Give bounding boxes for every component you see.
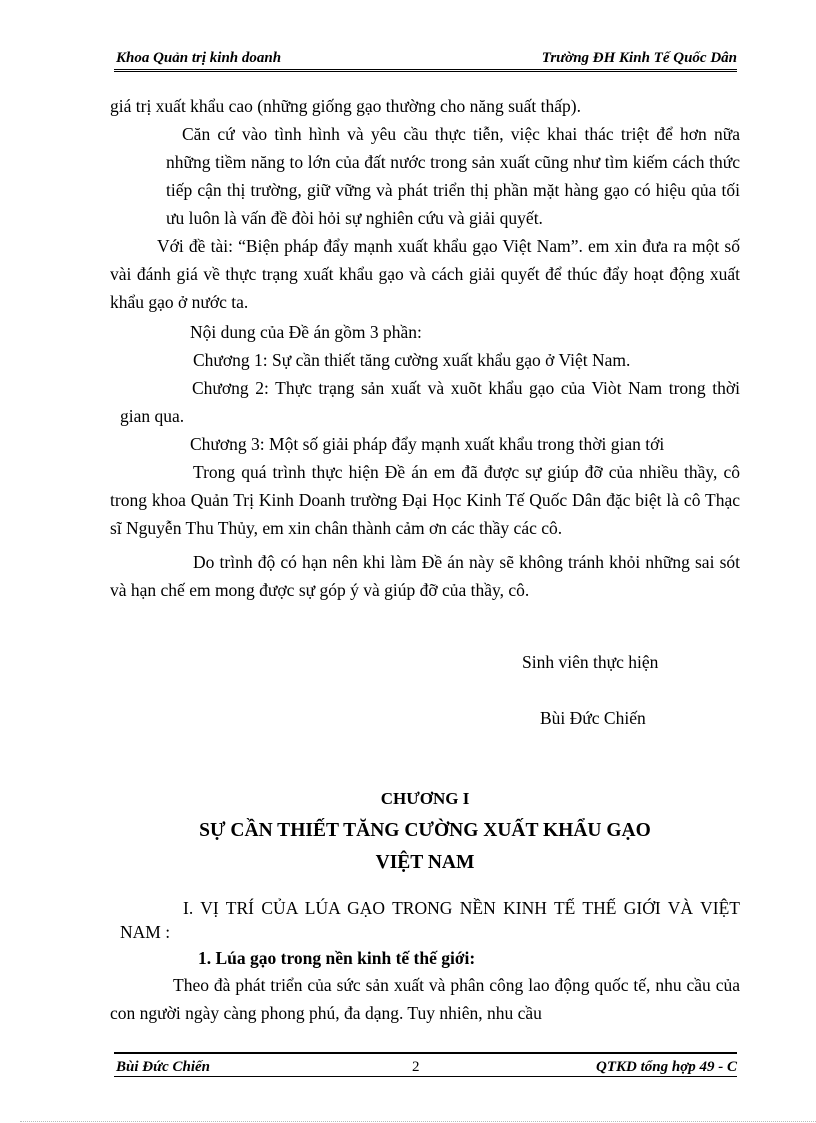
intro-body: [110, 92, 740, 604]
page-footer: [114, 1052, 737, 1078]
header-faculty: Khoa Quản trị kinh doanh: [116, 50, 282, 66]
footer-class: QTKD tổng hợp 49 - C: [596, 1059, 737, 1075]
chapter-heading: [110, 788, 740, 879]
page-number: 2: [412, 1059, 420, 1075]
subsection-title: 1. Lúa gạo trong nền kinh tế thế giới:: [198, 948, 476, 968]
paragraph-continuation: giá trị xuất khẩu cao (những giống gạo thường cho năng suất thấp).: [110, 96, 581, 116]
paragraph-apology: Do trình độ có hạn nên khi làm Đề án này sẽ không tránh khỏi những sai sót và hạn chế em mong được sự góp ý và giúp đỡ của thầy, cô.: [110, 552, 740, 600]
chapter-title-line1: SỰ CẦN THIẾT TĂNG CƯỜNG XUẤT KHẨU GẠO: [199, 820, 651, 841]
chapter-list-item-2: Chương 2: Thực trạng sản xuất và xuõt khẩu gạo của Viòt Nam trong thời gian qua.: [120, 378, 740, 426]
chapter-label: CHƯƠNG I: [380, 789, 470, 808]
signature-role: Sinh viên thực hiện: [522, 652, 659, 672]
footer-rule: [114, 1076, 737, 1077]
paragraph-topic: Với đề tài: “Biện pháp đẩy mạnh xuất khẩu gạo Việt Nam”. em xin đưa ra một số vài đánh giá về thực trạng xuất khẩu gạo và cách giải quyết để thúc đẩy hoạt động xuất khẩu gạo ở nước ta.: [110, 236, 740, 312]
signature-name: Bùi Đức Chiến: [540, 708, 646, 728]
section-paragraph: Theo đà phát triển của sức sản xuất và phân công lao động quốc tế, nhu cầu của con người ngày càng phong phú, đa dạng. Tuy nhiên, nhu cầu: [110, 975, 740, 1023]
footer-author: Bùi Đức Chiến: [116, 1059, 211, 1075]
paragraph-thanks: Trong quá trình thực hiện Đề án em đã được sự giúp đỡ của nhiều thầy, cô trong khoa Quản Trị Kinh Doanh trường Đại Học Kinh Tế Quốc Dân đặc biệt là cô Thạc sĩ Nguyễn Thu Thủy, em xin chân thành cảm ơn các thầy các cô.: [110, 462, 740, 538]
page-header: [114, 47, 737, 72]
chapter-list-item-1: Chương 1: Sự cần thiết tăng cường xuất khẩu gạo ở Việt Nam.: [193, 350, 631, 370]
section-block: [110, 896, 740, 1027]
header-university: Trường ĐH Kinh Tế Quốc Dân: [541, 50, 737, 66]
page-edge-divider: [20, 1121, 816, 1122]
paragraph-rationale: Căn cứ vào tình hình và yêu cầu thực tiễn, việc khai thác triệt để hơn nữa những tiềm năng to lớn của đất nước trong sản xuất cũng như tìm kiếm cách thức tiếp cận thị trường, giữ vững và phát triển thị phần mặt hàng gạo có hiệu qủa tối ưu luôn là vấn đề đòi hỏi sự nghiên cứu và giải quyết.: [166, 124, 740, 228]
chapter-list-item-3: Chương 3: Một số giải pháp đẩy mạnh xuất khẩu trong thời gian tới: [190, 434, 665, 454]
paragraph-contents-intro: Nội dung của Đề án gồm 3 phần:: [190, 322, 422, 342]
chapter-title-line2: VIỆT NAM: [375, 852, 475, 873]
section-title: I. VỊ TRÍ CỦA LÚA GẠO TRONG NỀN KINH TẾ THẾ GIỚI VÀ VIỆT NAM :: [120, 898, 740, 942]
